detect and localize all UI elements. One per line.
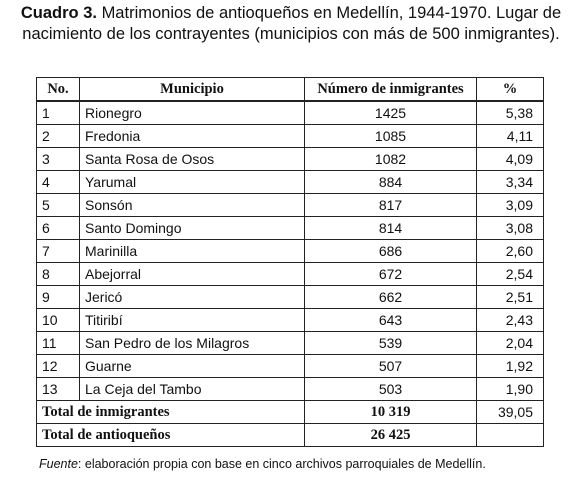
cell-pct: 2,51: [477, 286, 544, 309]
cell-inmigrantes: 817: [305, 194, 477, 217]
cell-municipio: Abejorral: [80, 263, 305, 286]
cell-no: 7: [37, 240, 80, 263]
cell-inmigrantes: 686: [305, 240, 477, 263]
total-antioquenos-pct: [477, 424, 544, 447]
source-note: [39, 457, 486, 471]
table-row: [37, 148, 544, 171]
cell-pct: 3,34: [477, 171, 544, 194]
cell-inmigrantes: 643: [305, 309, 477, 332]
total-inmigrantes-label: Total de inmigrantes: [37, 401, 305, 424]
cell-municipio: Fredonia: [80, 125, 305, 148]
total-antioquenos-row: [37, 424, 544, 447]
cell-no: 13: [37, 378, 80, 401]
cell-no: 4: [37, 171, 80, 194]
table-row: [37, 240, 544, 263]
source-text: : elaboración propia con base en cinco archivos parroquiales de Medellín.: [77, 457, 486, 471]
cell-pct: 4,11: [477, 125, 544, 148]
header-percent: %: [477, 78, 544, 102]
cell-municipio: Marinilla: [80, 240, 305, 263]
cell-inmigrantes: 507: [305, 355, 477, 378]
cell-pct: 2,43: [477, 309, 544, 332]
cell-inmigrantes: 1425: [305, 101, 477, 125]
cell-municipio: Titiribí: [80, 309, 305, 332]
total-antioquenos-label: Total de antioqueños: [37, 424, 305, 447]
table-row: [37, 101, 544, 125]
cell-municipio: Guarne: [80, 355, 305, 378]
header-municipio: Municipio: [80, 78, 305, 102]
cell-inmigrantes: 672: [305, 263, 477, 286]
cell-inmigrantes: 1085: [305, 125, 477, 148]
cell-municipio: Yarumal: [80, 171, 305, 194]
cell-no: 12: [37, 355, 80, 378]
table-row: [37, 355, 544, 378]
cell-municipio: Sonsón: [80, 194, 305, 217]
source-label: Fuente: [39, 457, 78, 471]
header-inmigrantes: Número de inmigrantes: [305, 78, 477, 102]
caption-text: Matrimonios de antioqueños en Medellín, 1944-1970. Lugar de nacimiento de los contrayentes (municipios con más de 500 inmigrantes).: [22, 4, 562, 43]
cell-pct: 3,08: [477, 217, 544, 240]
cell-municipio: Santo Domingo: [80, 217, 305, 240]
total-inmigrantes-row: [37, 401, 544, 424]
table-row: [37, 286, 544, 309]
cell-pct: 2,04: [477, 332, 544, 355]
cell-no: 6: [37, 217, 80, 240]
header-no: No.: [37, 78, 80, 102]
cell-inmigrantes: 503: [305, 378, 477, 401]
cell-inmigrantes: 814: [305, 217, 477, 240]
immigrants-table: [36, 77, 544, 447]
cell-no: 5: [37, 194, 80, 217]
cell-municipio: San Pedro de los Milagros: [80, 332, 305, 355]
table-row: [37, 125, 544, 148]
table-row: [37, 309, 544, 332]
table-body: [37, 101, 544, 401]
cell-no: 1: [37, 101, 80, 125]
cell-pct: 3,09: [477, 194, 544, 217]
table-row: [37, 332, 544, 355]
cell-no: 3: [37, 148, 80, 171]
table-row: [37, 217, 544, 240]
table-row: [37, 378, 544, 401]
cell-no: 10: [37, 309, 80, 332]
cell-pct: 2,60: [477, 240, 544, 263]
cell-inmigrantes: 1082: [305, 148, 477, 171]
cell-pct: 2,54: [477, 263, 544, 286]
table-header-row: [37, 78, 544, 102]
caption-label: Cuadro 3.: [20, 4, 97, 22]
cell-municipio: Rionegro: [80, 101, 305, 125]
total-inmigrantes-value: 10 319: [305, 401, 477, 424]
cell-pct: 1,92: [477, 355, 544, 378]
cell-inmigrantes: 662: [305, 286, 477, 309]
cell-no: 8: [37, 263, 80, 286]
cell-municipio: La Ceja del Tambo: [80, 378, 305, 401]
cell-inmigrantes: 539: [305, 332, 477, 355]
table-caption: [5, 3, 577, 45]
cell-inmigrantes: 884: [305, 171, 477, 194]
cell-municipio: Santa Rosa de Osos: [80, 148, 305, 171]
table-row: [37, 263, 544, 286]
total-antioquenos-value: 26 425: [305, 424, 477, 447]
cell-municipio: Jericó: [80, 286, 305, 309]
table-row: [37, 194, 544, 217]
cell-no: 9: [37, 286, 80, 309]
cell-pct: 4,09: [477, 148, 544, 171]
table-row: [37, 171, 544, 194]
cell-pct: 1,90: [477, 378, 544, 401]
total-inmigrantes-pct: 39,05: [477, 401, 544, 424]
cell-no: 2: [37, 125, 80, 148]
cell-no: 11: [37, 332, 80, 355]
cell-pct: 5,38: [477, 101, 544, 125]
